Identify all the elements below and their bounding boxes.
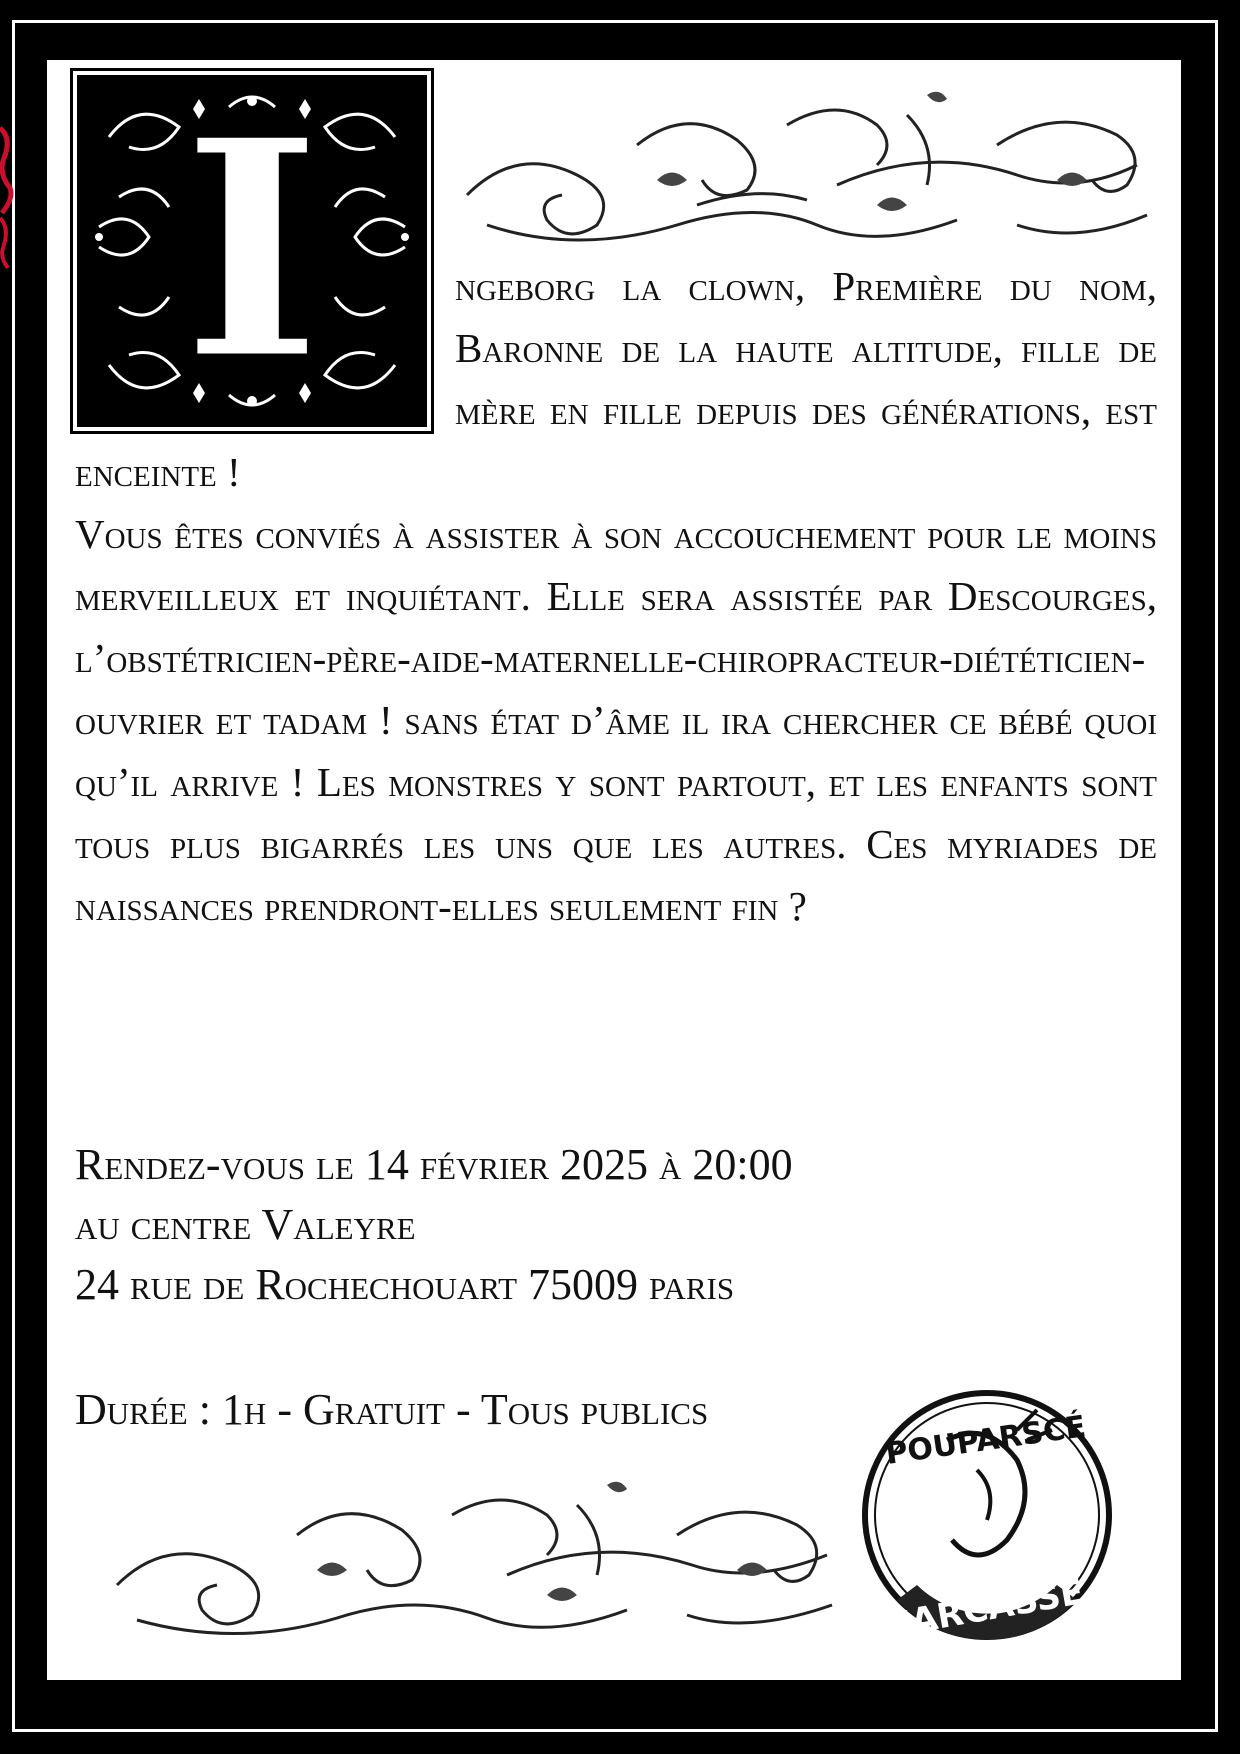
invitation-text <box>75 255 1157 937</box>
paragraph-description: Vous êtes conviés à assister à son accouchement pour le moins merveilleux et inquiétant. Elle sera assistée par Descourges, l’obstétricien-père-aide-maternelle-chiropracteur-diététicien-ouvrier et tadam ! sans état d’âme il ira chercher ce bébé quoi qu’il arrive ! Les monstres y sont partout, et les enfants sont tous plus bigarrés les uns que les autres. Ces myriades de naissances prendront-elles seulement fin ? <box>75 511 1157 929</box>
bottom-flourish-ornament <box>107 1470 847 1650</box>
logo-text-top: POUPARSCÉ <box>883 1409 1088 1472</box>
logo-text-bottom: CARCASSE <box>883 1572 1087 1647</box>
event-address: 24 rue de Rochechouart 75009 paris <box>75 1260 735 1309</box>
invitation-page <box>47 60 1181 1680</box>
event-venue: au centre Valeyre <box>75 1200 416 1249</box>
troupe-logo <box>857 1370 1117 1660</box>
top-flourish-ornament <box>457 85 1157 255</box>
drop-cap-letter: I <box>181 73 323 426</box>
event-date: Rendez-vous le 14 février 2025 à 20:00 <box>75 1140 793 1189</box>
paragraph-announcement: ngeborg la clown, Première du nom, Baronne de la haute altitude, fille de mère en fille depuis des générations, est enceinte ! <box>75 263 1157 495</box>
drop-cap-spacer <box>75 255 455 435</box>
red-ornament-edge <box>0 118 14 278</box>
event-details: Durée : 1h - Gratuit - Tous publics <box>75 1385 709 1434</box>
